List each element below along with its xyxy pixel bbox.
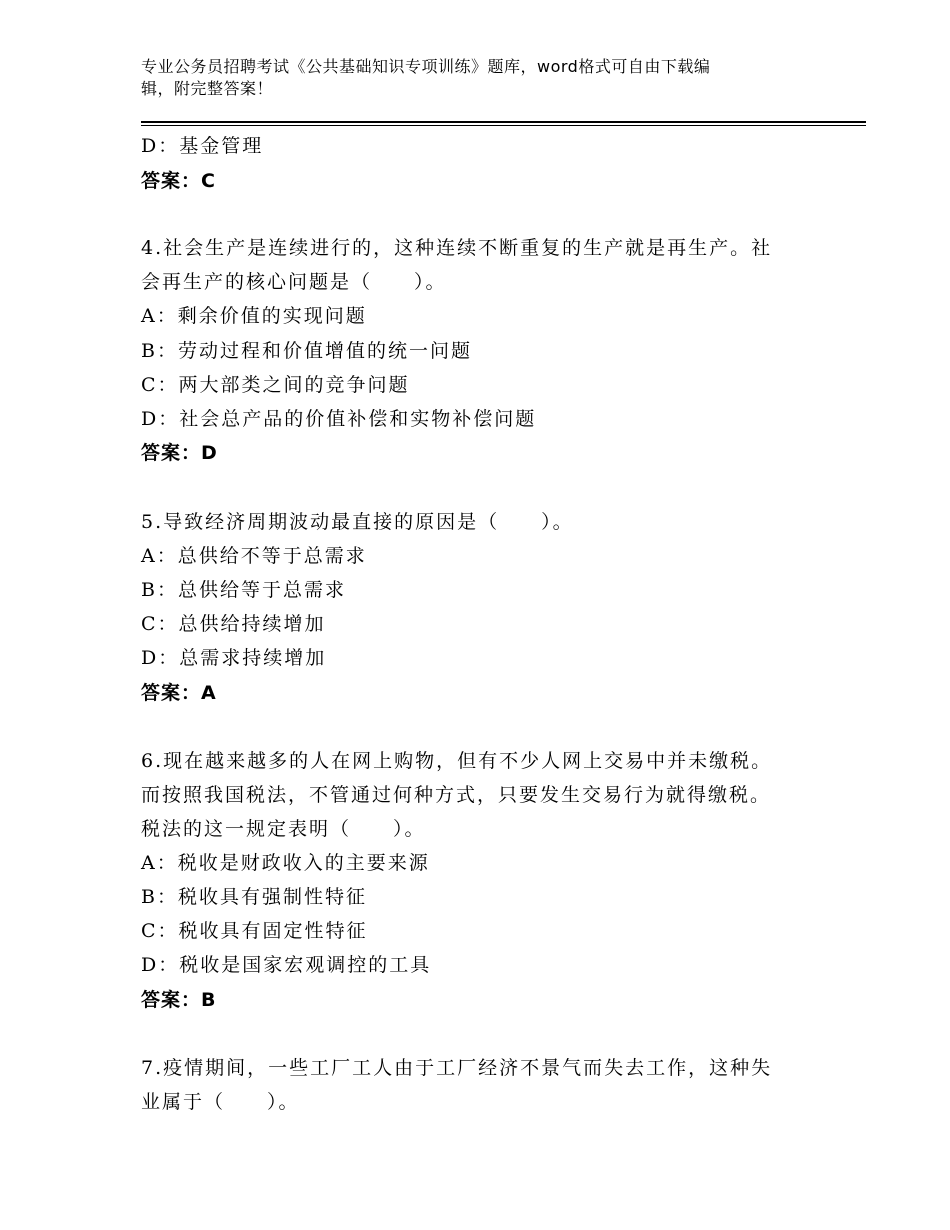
q5-option-a: A：总供给不等于总需求: [141, 545, 367, 567]
header-divider-thick: [141, 121, 866, 123]
q6-stem-line-1: 6.现在越来越多的人在网上购物，但有不少人网上交易中并未缴税。: [141, 750, 773, 772]
q4-option-d: D：社会总产品的价值补偿和实物补偿问题: [141, 408, 537, 430]
q4-answer: 答案：D: [141, 442, 218, 464]
q3-option-d: D：基金管理: [141, 135, 264, 157]
q4-stem-line-1: 4.社会生产是连续进行的，这种连续不断重复的生产就是再生产。社: [141, 237, 773, 259]
q4-option-a: A：剩余价值的实现问题: [141, 305, 367, 327]
q4-option-b: B：劳动过程和价值增值的统一问题: [141, 340, 472, 362]
q4-stem-line-2: 会再生产的核心问题是（ ）。: [141, 271, 447, 293]
page-header: [141, 56, 801, 100]
q6-option-d: D：税收是国家宏观调控的工具: [141, 954, 432, 976]
q5-option-c: C：总供给持续增加: [141, 613, 326, 635]
q3-answer: 答案：C: [141, 170, 216, 192]
q6-answer: 答案：B: [141, 989, 217, 1011]
q5-option-b: B：总供给等于总需求: [141, 579, 346, 601]
header-divider-thin: [141, 125, 866, 126]
q6-option-a: A：税收是财政收入的主要来源: [141, 852, 430, 874]
header-line-1: 专业公务员招聘考试《公共基础知识专项训练》题库，word格式可自由下载编: [141, 57, 711, 76]
q6-option-c: C：税收具有固定性特征: [141, 920, 368, 942]
q5-stem-line-1: 5.导致经济周期波动最直接的原因是（ ）。: [141, 511, 574, 533]
q7-stem-line-2: 业属于（ ）。: [141, 1091, 300, 1113]
q6-stem-line-3: 税法的这一规定表明（ ）。: [141, 818, 426, 840]
q4-option-c: C：两大部类之间的竞争问题: [141, 374, 410, 396]
q7-stem-line-1: 7.疫情期间，一些工厂工人由于工厂经济不景气而失去工作，这种失: [141, 1057, 773, 1079]
q6-option-b: B：税收具有强制性特征: [141, 886, 367, 908]
q6-stem-line-2: 而按照我国税法，不管通过何种方式，只要发生交易行为就得缴税。: [141, 784, 772, 806]
header-line-2: 辑，附完整答案！: [141, 79, 274, 98]
q5-option-d: D：总需求持续增加: [141, 647, 327, 669]
q5-answer: 答案：A: [141, 682, 217, 704]
